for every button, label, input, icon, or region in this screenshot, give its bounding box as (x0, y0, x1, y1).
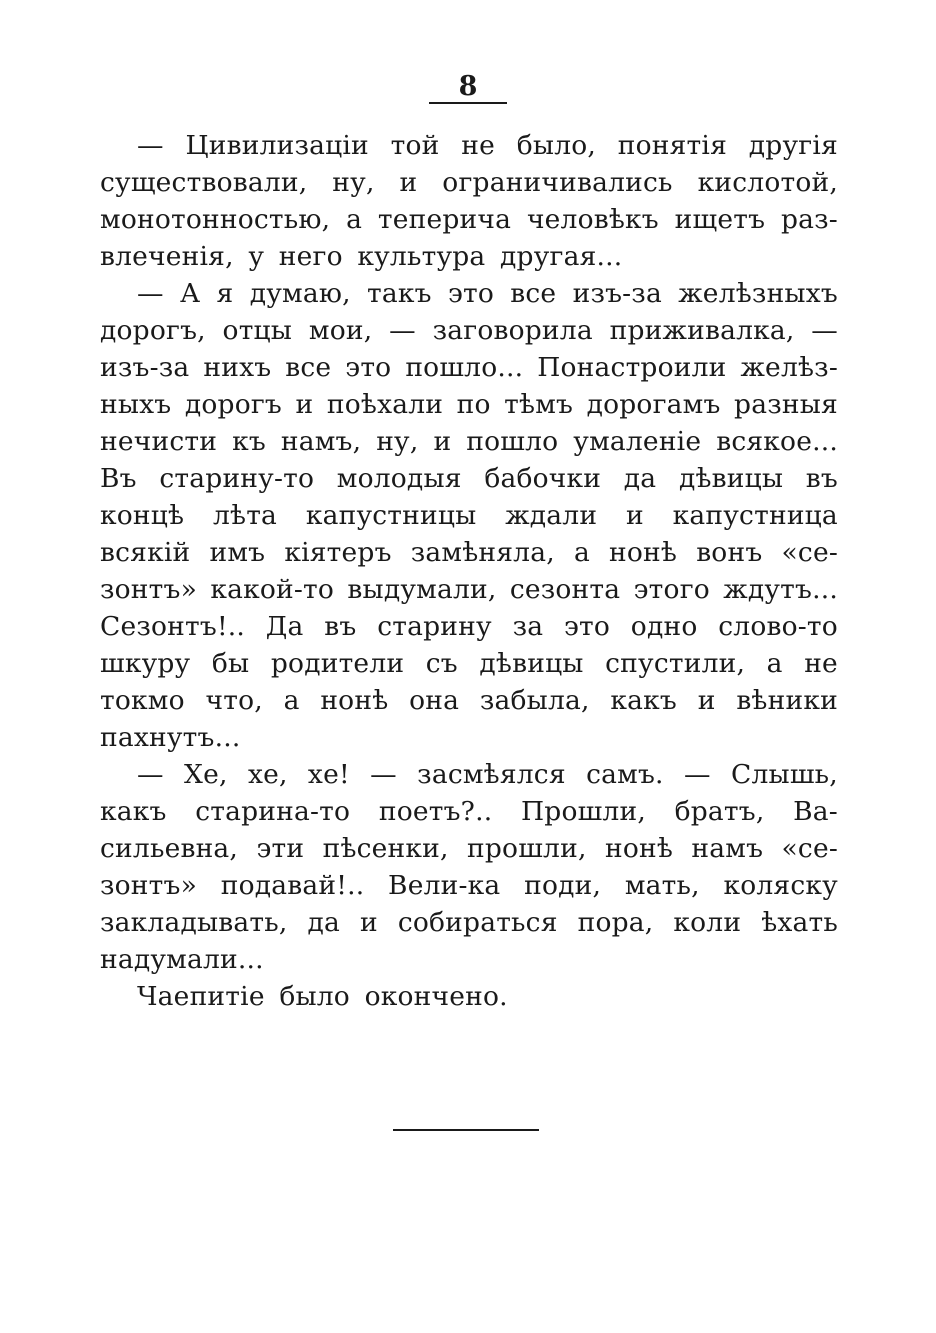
text-line: ныхъ дорогъ и поѣхали по тѣмъ дорогамъ разныя (100, 389, 838, 420)
text-line: влеченія, у него культура другая... (100, 241, 623, 272)
page-number-rule (429, 102, 507, 104)
text-line: Чаепитіе было окончено. (137, 981, 508, 1012)
text-line: токмо что, а нонѣ она забыла, какъ и вѣники (100, 685, 838, 716)
text-line: концѣ лѣта капустницы ждали и капустница (100, 500, 838, 531)
text-line: Сезонтъ!.. Да въ старину за это одно слово-то (100, 611, 838, 642)
text-line: дорогъ, отцы мои, — заговорила приживалка, — (100, 315, 838, 346)
text-line: монотонностью, а теперича человѣкъ ищетъ раз- (100, 204, 838, 235)
text-line: нечисти къ намъ, ну, и пошло умаленіе всякое... (100, 426, 838, 457)
text-line: — Хе, хе, хе! — засмѣялся самъ. — Слышь, (137, 759, 838, 790)
text-line: существовали, ну, и ограничивались кислотой, (100, 167, 838, 198)
text-line: зонтъ» подавай!.. Вели-ка поди, мать, коляску (100, 870, 838, 901)
page-header (429, 72, 507, 104)
end-of-chapter-rule (393, 1129, 539, 1131)
text-line: сильевна, эти пѣсенки, прошли, нонѣ намъ «се- (100, 833, 838, 864)
text-line: изъ-за нихъ все это пошло... Понастроили желѣз- (100, 352, 838, 383)
text-line: всякій имъ кіятеръ замѣняла, а нонѣ вонъ «се- (100, 537, 838, 568)
text-line: шкуру бы родители съ дѣвицы спустили, а не (100, 648, 838, 679)
text-line: Въ старину-то молодыя бабочки да дѣвицы въ (100, 463, 838, 494)
text-line: — Цивилизаціи той не было, понятія другія (137, 130, 838, 161)
text-line: зонтъ» какой-то выдумали, сезонта этого ждутъ... (100, 574, 838, 605)
text-line: закладывать, да и собираться пора, коли ѣхать (100, 907, 838, 938)
text-line: надумали... (100, 944, 264, 975)
body-text (100, 127, 838, 1015)
text-line: — А я думаю, такъ это все изъ-за желѣзныхъ (137, 278, 838, 309)
text-line: какъ старина-то поетъ?.. Прошли, братъ, Ва- (100, 796, 838, 827)
page-number: 8 (458, 71, 478, 102)
text-line: пахнутъ... (100, 722, 241, 753)
